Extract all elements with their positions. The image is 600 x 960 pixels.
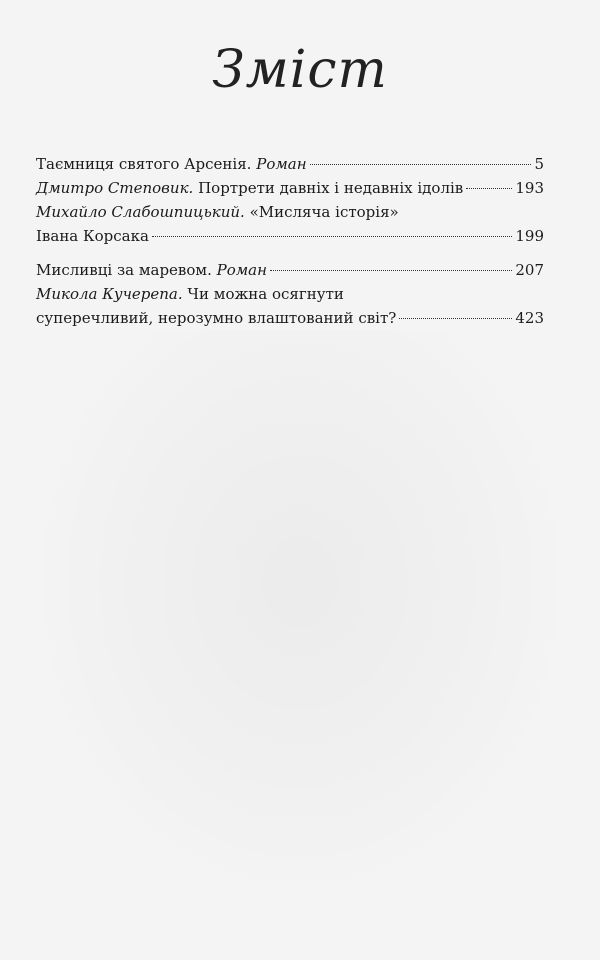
toc-page-number: 423 <box>515 309 544 327</box>
toc-entry-author: Микола Кучерепа. <box>36 285 183 303</box>
toc-entry-title: Чи можна осягнути <box>187 285 344 303</box>
toc-line <box>36 258 544 282</box>
toc-entry <box>36 200 544 248</box>
toc-entry-text <box>36 258 267 282</box>
toc-entry-author: Дмитро Степовик. <box>36 179 194 197</box>
dot-leader <box>270 270 512 271</box>
table-of-contents <box>36 152 544 330</box>
bleed-through-texture <box>40 330 560 890</box>
toc-page-number: 193 <box>515 179 544 197</box>
section-gap <box>36 248 544 258</box>
dot-leader <box>399 318 512 319</box>
toc-entry-title: «Мисляча історія» <box>249 203 399 221</box>
toc-entry-text <box>36 176 463 200</box>
toc-entry-text <box>36 152 307 176</box>
toc-entry-title: Таємниця святого Арсенія. <box>36 155 252 173</box>
toc-entry-genre: Роман <box>216 261 268 279</box>
toc-entry-title: Портрети давніх і недавніх ідолів <box>198 179 464 197</box>
toc-entry-title-cont: суперечливий, нерозумно влаштований світ? <box>36 309 397 327</box>
toc-line <box>36 200 544 224</box>
dot-leader <box>152 236 512 237</box>
toc-entry-genre: Роман <box>256 155 307 173</box>
toc-line <box>36 152 544 176</box>
toc-entry-text <box>36 200 399 224</box>
page-title: Зміст <box>212 40 388 100</box>
toc-entry <box>36 176 544 200</box>
toc-page-number: 5 <box>534 155 544 173</box>
toc-page-number: 199 <box>515 227 544 245</box>
dot-leader <box>310 164 532 165</box>
toc-line <box>36 306 544 330</box>
toc-entry-title-cont: Івана Корсака <box>36 227 149 245</box>
toc-line <box>36 224 544 248</box>
toc-entry-title: Мисливці за маревом. <box>36 261 212 279</box>
toc-entry <box>36 282 544 330</box>
toc-entry <box>36 152 544 176</box>
dot-leader <box>466 188 512 189</box>
toc-entry-author: Михайло Слабошпицький. <box>36 203 245 221</box>
toc-line <box>36 176 544 200</box>
toc-entry <box>36 258 544 282</box>
toc-page-number: 207 <box>515 261 544 279</box>
toc-line <box>36 282 544 306</box>
toc-entry-text <box>36 282 344 306</box>
